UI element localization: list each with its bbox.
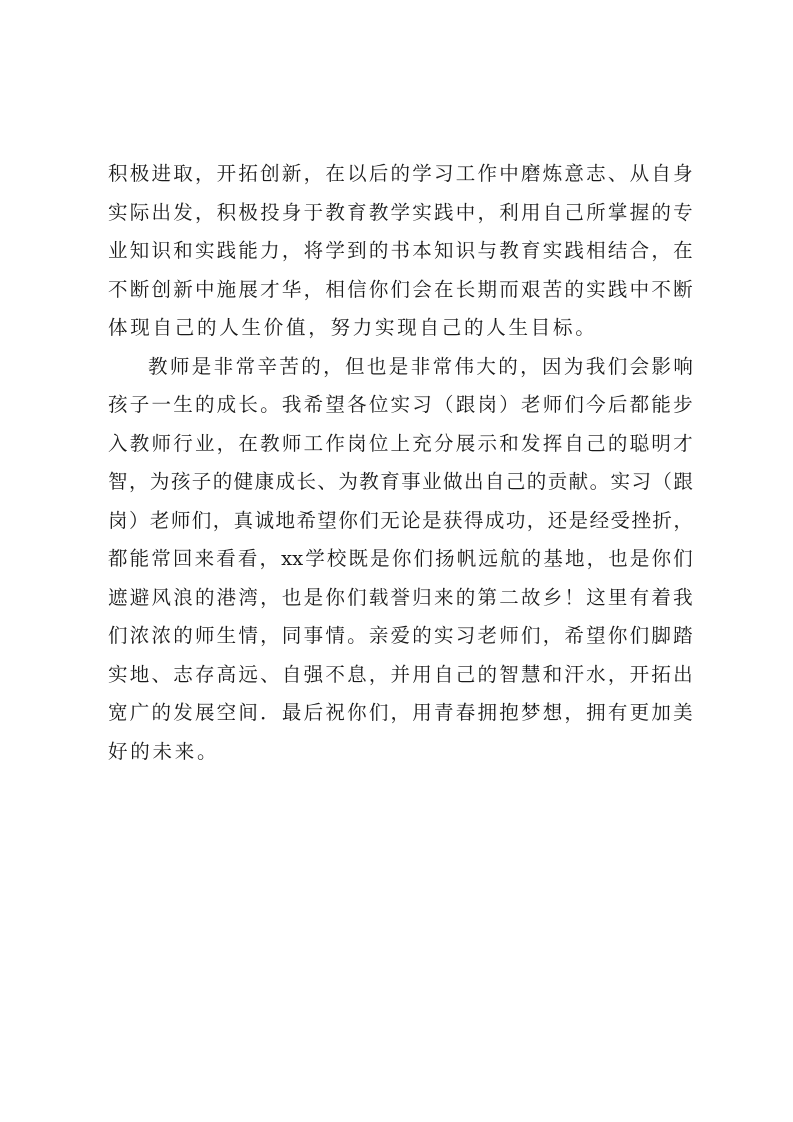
paragraph-2-line-6: 都 能 常 回 来 看 看 ， xx 学 校 既 是 你 们 扬 帆 远 航 的 基 地 ， 也 是 你 们 (108, 547, 693, 570)
paragraph-2-line-9: 实 地 、 志 存 高 远 、 自 强 不 息 ， 并 用 自 己 的 智 慧 和 汗 水 ， 开 拓 出 (108, 663, 693, 686)
paragraph-2-line-2: 孩 子 一 生 的 成 长 。 我 希 望 各 位 实 习 （ 跟 岗 ） 老 师 们 今 后 都 能 步 (108, 393, 693, 416)
paragraph-2-line-4: 智 ， 为 孩 子 的 健 康 成 长 、 为 教 育 事 业 做 出 自 己 的 贡 献 。 实 习 （ 跟 (108, 470, 693, 493)
paragraph-1-line-4: 不 断 创 新 中 施 展 才 华 ， 相 信 你 们 会 在 长 期 而 艰 苦 的 实 践 中 不 断 (108, 278, 693, 301)
paragraph-2-line-5: 岗 ） 老 师 们 ， 真 诚 地 希 望 你 们 无 论 是 获 得 成 功 ， 还 是 经 受 挫 折 ， (108, 509, 693, 532)
paragraph-1-line-3: 业 知 识 和 实 践 能 力 ， 将 学 到 的 书 本 知 识 与 教 育 实 践 相 结 合 ， 在 (108, 239, 693, 262)
paragraph-2-line-8: 们 浓 浓 的 师 生 情 ， 同 事 情 。 亲 爱 的 实 习 老 师 们 ， 希 望 你 们 脚 踏 (108, 624, 693, 647)
paragraph-2-line-10: 宽 广 的 发 展 空 间 ． 最 后 祝 你 们 ， 用 青 春 拥 抱 梦 想 ， 拥 有 更 加 美 (108, 701, 693, 724)
paragraph-1-line-1: 积 极 进 取 ， 开 拓 创 新 ， 在 以 后 的 学 习 工 作 中 磨 炼 意 志 、 从 自 身 (108, 162, 693, 185)
paragraph-2-line-3: 入 教 师 行 业 ， 在 教 师 工 作 岗 位 上 充 分 展 示 和 发 挥 自 己 的 聪 明 才 (108, 432, 693, 455)
paragraph-2-line-11: 好的未来。 (108, 740, 220, 763)
paragraph-2-line-1: 教 师 是 非 常 辛 苦 的 ， 但 也 是 非 常 伟 大 的 ， 因 为 我 们 会 影 响 (148, 355, 693, 378)
paragraph-1-line-5: 体现自己的人生价值，努力实现自己的人生目标。 (108, 316, 598, 339)
paragraph-1-line-2: 实 际 出 发 ， 积 极 投 身 于 教 育 教 学 实 践 中 ， 利 用 自 己 所 掌 握 的 专 (108, 201, 693, 224)
paragraph-2-line-7: 遮 避 风 浪 的 港 湾 ， 也 是 你 们 载 誉 归 来 的 第 二 故 乡 ！ 这 里 有 着 我 (108, 586, 693, 609)
